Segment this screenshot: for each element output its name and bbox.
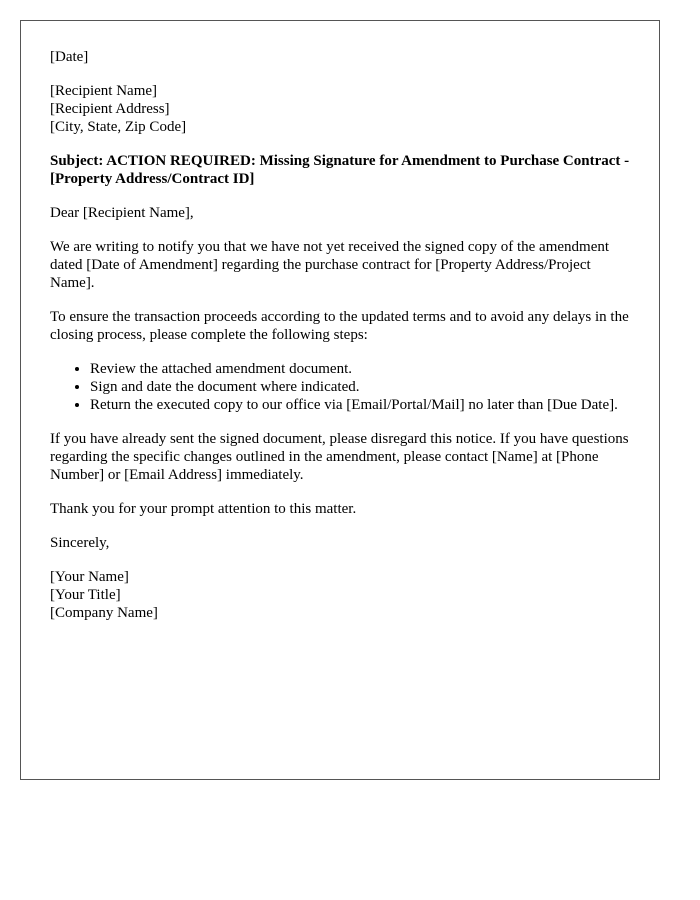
sender-name: [Your Name] bbox=[50, 569, 129, 585]
body-paragraph-3: If you have already sent the signed document, please disregard this notice. If you have questions regarding the specific changes outlined in the amendment, please contact [Name] at [Phone Number] or [Email Address] immediately. bbox=[50, 431, 629, 483]
recipient-name: [Recipient Name] bbox=[50, 83, 158, 99]
step-item: • Sign and date the document where indicated. bbox=[90, 378, 630, 396]
step-item: • Return the executed copy to our office via [Email/Portal/Mail] no later than [Due Date]. bbox=[90, 396, 630, 414]
sender-title: [Your Title] bbox=[50, 587, 121, 603]
sender-company: [Company Name] bbox=[50, 605, 158, 621]
body-paragraph-4: Thank you for your prompt attention to this matter. bbox=[50, 501, 357, 517]
steps-list bbox=[50, 360, 630, 414]
subject-line: Subject: ACTION REQUIRED: Missing Signature for Amendment to Purchase Contract - [Property Address/Contract ID] bbox=[50, 153, 630, 187]
step-item: • Review the attached amendment document. bbox=[90, 360, 630, 378]
closing: Sincerely, bbox=[50, 535, 110, 551]
recipient-city-state-zip: [City, State, Zip Code] bbox=[50, 119, 187, 135]
body-paragraph-2: To ensure the transaction proceeds according to the updated terms and to avoid any delays in the closing process, please complete the following steps: bbox=[50, 309, 629, 343]
letter-date: [Date] bbox=[50, 49, 89, 65]
body-paragraph-1: We are writing to notify you that we have not yet received the signed copy of the amendment dated [Date of Amendment] regarding the purchase contract for [Property Address/Project Name]. bbox=[50, 239, 610, 291]
recipient-address: [Recipient Address] bbox=[50, 101, 170, 117]
recipient-block bbox=[50, 82, 630, 136]
salutation: Dear [Recipient Name], bbox=[50, 205, 194, 221]
letter-document bbox=[20, 20, 660, 780]
signature-block bbox=[50, 568, 630, 622]
